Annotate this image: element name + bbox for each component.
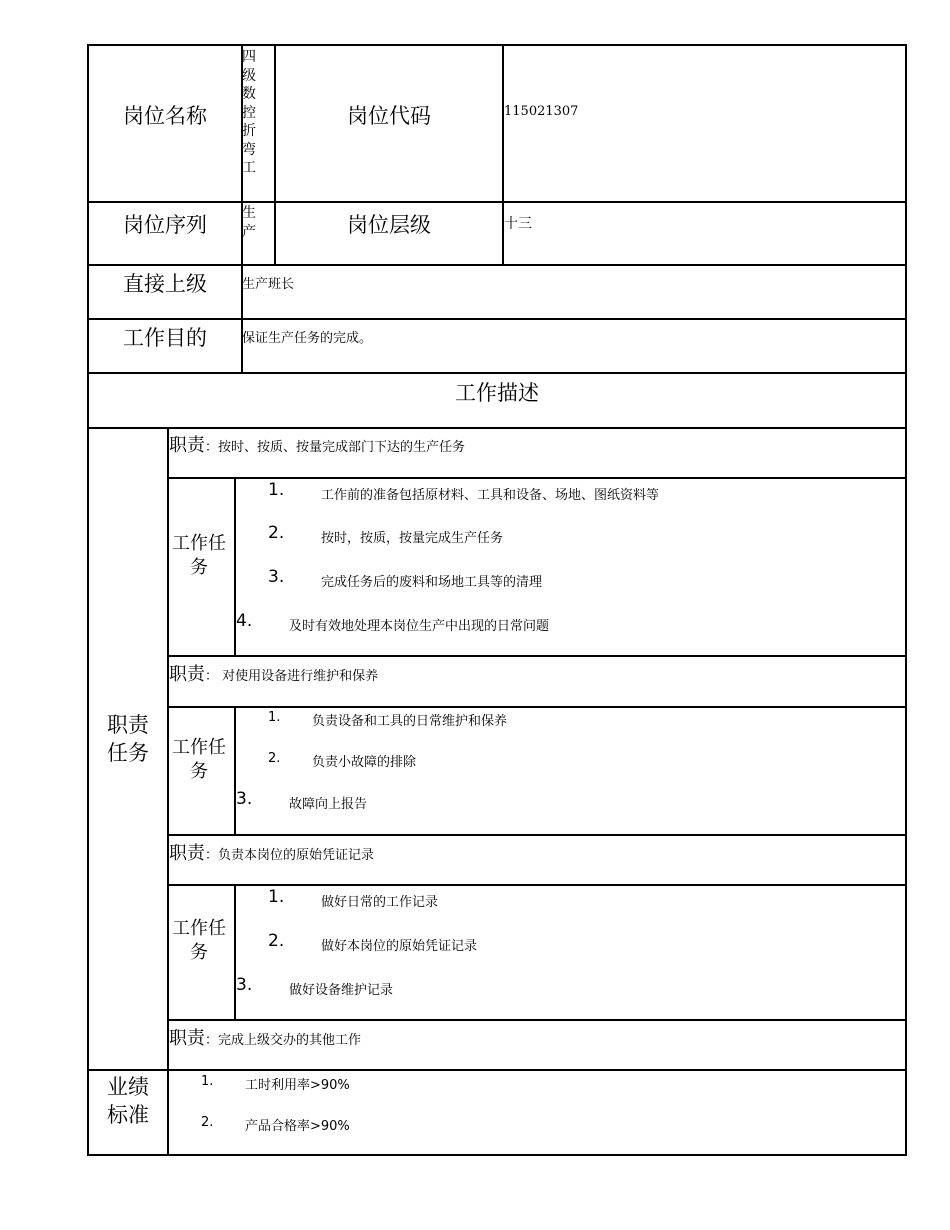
- task-number: 2.: [268, 751, 281, 766]
- description-title: 工作描述: [455, 381, 539, 405]
- performance-number: 2.: [201, 1115, 214, 1130]
- border-right: [905, 44, 907, 1156]
- task-number: 1.: [268, 480, 285, 500]
- row-line: [167, 655, 907, 657]
- row-line: [87, 427, 907, 429]
- duty-prefix: 职责: [169, 664, 205, 685]
- post-series-label: 岗位序列: [123, 213, 207, 237]
- duty-text: ：按时、按质、按量完成部门下达的生产任务: [205, 440, 466, 455]
- duty-row: [169, 1024, 361, 1050]
- post-code-value: 115021307: [504, 104, 579, 119]
- duty-prefix: 职责: [169, 1028, 205, 1049]
- row-line: [87, 1069, 907, 1071]
- task-text: 负责设备和工具的日常维护和保养: [312, 714, 508, 729]
- performance-text: 产品合格率>90%: [245, 1119, 350, 1134]
- row-line: [87, 318, 907, 320]
- border-bottom: [87, 1154, 907, 1156]
- duty-prefix: 职责: [169, 843, 205, 864]
- row-line: [167, 706, 907, 708]
- row-line: [167, 884, 907, 886]
- purpose-value: 保证生产任务的完成。: [242, 331, 373, 346]
- row-line: [87, 372, 907, 374]
- row-line: [167, 834, 907, 836]
- task-number: 2.: [268, 523, 285, 543]
- performance-text: 工时利用率>90%: [245, 1078, 350, 1093]
- task-text: 做好本岗位的原始凭证记录: [321, 939, 478, 954]
- duty-text: ： 对使用设备进行维护和保养: [205, 669, 379, 684]
- task-text: 负责小故障的排除: [312, 755, 417, 770]
- post-series-value: 生产: [242, 205, 256, 240]
- superior-label: 直接上级: [123, 272, 207, 296]
- task-number: 2.: [268, 931, 285, 951]
- row-line: [167, 477, 907, 479]
- duty-text: ：完成上级交办的其他工作: [205, 1033, 362, 1048]
- post-name-value: 四级数控折弯工: [242, 49, 256, 176]
- task-text: 按时，按质，按量完成生产任务: [321, 531, 504, 546]
- task-label: 工作任务: [172, 533, 226, 578]
- task-number: 1.: [268, 710, 281, 725]
- task-number: 4.: [236, 611, 253, 631]
- task-text: 故障向上报告: [289, 797, 368, 812]
- duty-row: [169, 660, 378, 686]
- performance-label: 业绩标准: [107, 1075, 149, 1127]
- duty-row: [169, 839, 374, 865]
- duty-row: [169, 431, 465, 457]
- row-line: [87, 201, 907, 203]
- task-text: 做好日常的工作记录: [321, 895, 439, 910]
- post-name-label: 岗位名称: [123, 104, 207, 128]
- task-text: 工作前的准备包括原材料、工具和设备、场地、图纸资料等: [321, 488, 660, 503]
- row-line: [87, 264, 907, 266]
- col-line: [234, 884, 236, 1021]
- col-line: [234, 706, 236, 836]
- post-code-label: 岗位代码: [347, 104, 431, 128]
- purpose-label: 工作目的: [123, 326, 207, 350]
- task-number: 3.: [268, 567, 285, 587]
- task-label: 工作任务: [172, 737, 226, 782]
- task-text: 及时有效地处理本岗位生产中出现的日常问题: [289, 619, 550, 634]
- task-number: 3.: [236, 789, 253, 809]
- duty-prefix: 职责: [169, 435, 205, 456]
- duties-label: 职责任务: [107, 713, 149, 765]
- performance-number: 1.: [201, 1074, 214, 1089]
- border-top: [87, 44, 907, 46]
- task-text: 完成任务后的废料和场地工具等的清理: [321, 575, 543, 590]
- post-level-label: 岗位层级: [347, 213, 431, 237]
- task-number: 1.: [268, 887, 285, 907]
- task-text: 做好设备维护记录: [289, 983, 394, 998]
- row-line: [167, 1019, 907, 1021]
- task-number: 3.: [236, 975, 253, 995]
- post-level-value: 十三: [504, 216, 532, 232]
- superior-value: 生产班长: [242, 277, 295, 292]
- duty-text: ：负责本岗位的原始凭证记录: [205, 848, 375, 863]
- task-label: 工作任务: [172, 918, 226, 963]
